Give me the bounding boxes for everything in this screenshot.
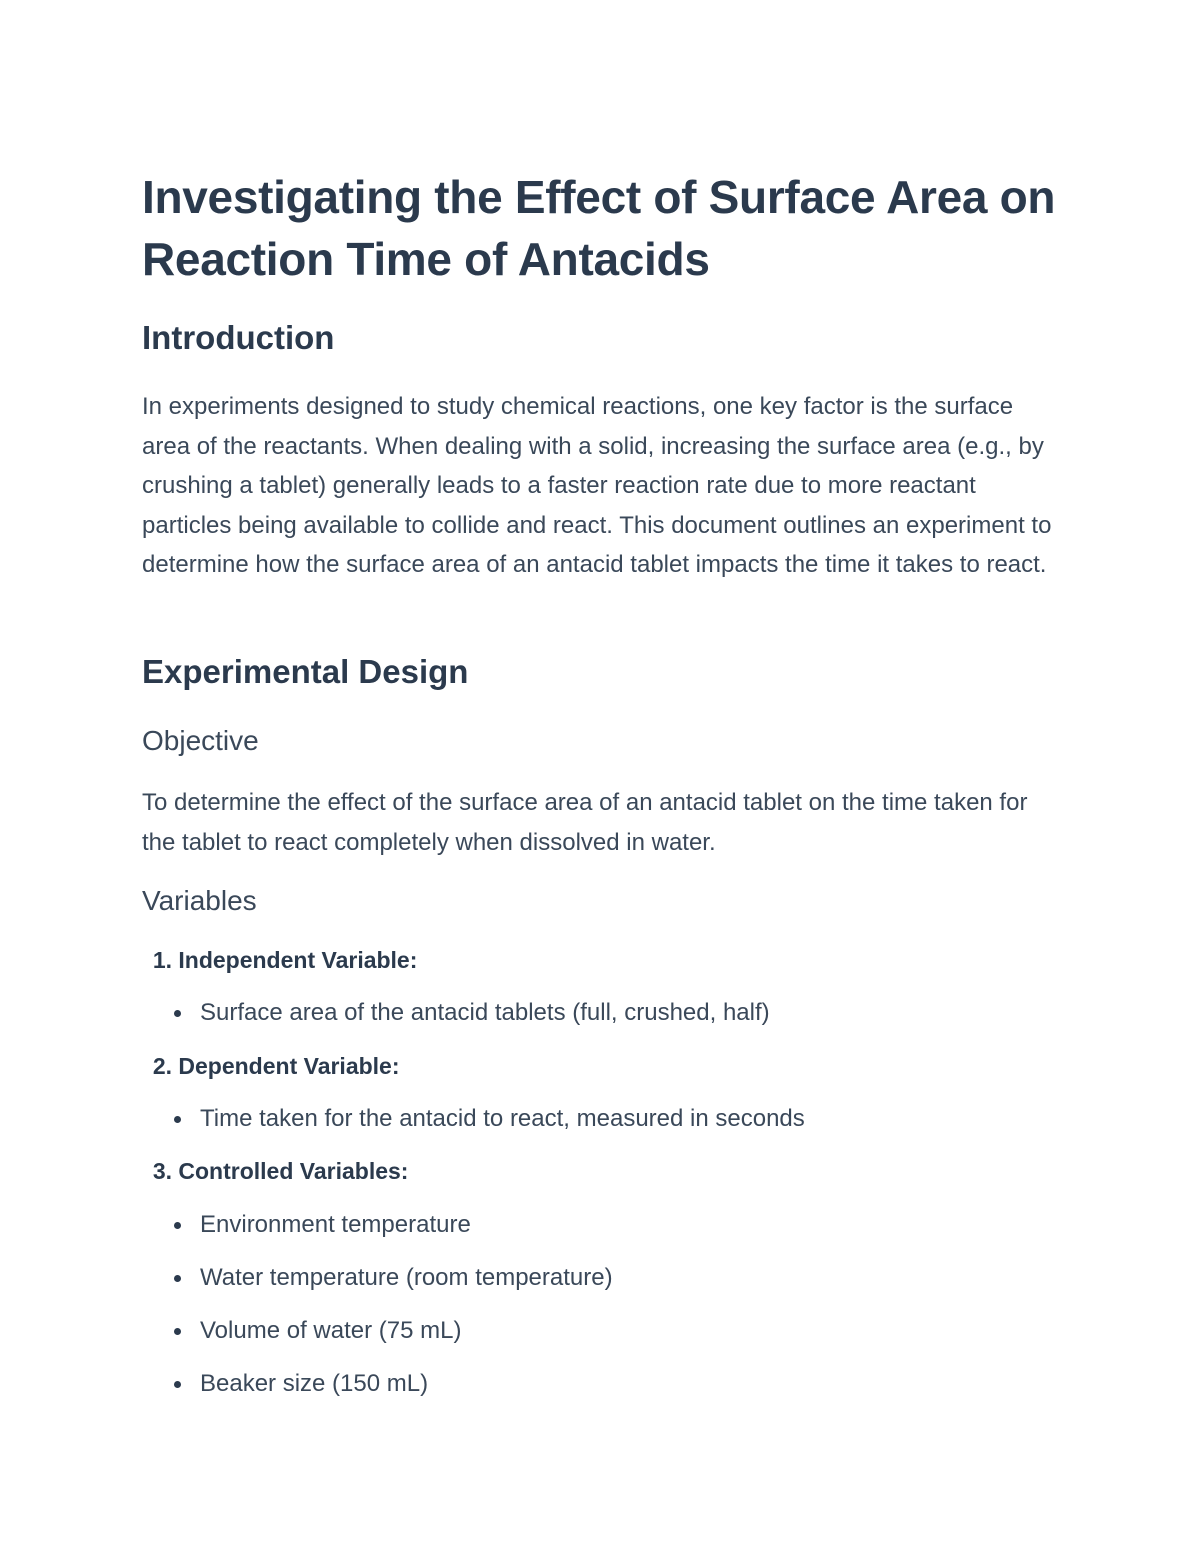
experimental-design-heading: Experimental Design xyxy=(142,653,469,690)
bullet-icon xyxy=(174,1328,181,1335)
bullet-icon xyxy=(174,1116,181,1123)
list-item-text: Water temperature (room temperature) xyxy=(200,1264,613,1291)
variable-heading xyxy=(142,1156,408,1186)
list-item-text: Beaker size (150 mL) xyxy=(200,1370,429,1397)
list-number: 1. xyxy=(152,947,172,973)
objective-paragraph: To determine the effect of the surface area of an antacid tablet on the time taken for the tablet to react completely when dissolved in water. xyxy=(142,789,1028,856)
variable-label: Dependent Variable: xyxy=(178,1053,400,1079)
bullet-icon xyxy=(174,1381,181,1388)
list-number: 2. xyxy=(152,1053,172,1079)
variable-heading xyxy=(142,1051,400,1081)
bullet-icon xyxy=(174,1222,181,1229)
variable-label: Independent Variable: xyxy=(178,947,418,973)
list-item-text: Surface area of the antacid tablets (full, crushed, half) xyxy=(200,999,770,1026)
list-item-text: Volume of water (75 mL) xyxy=(200,1317,462,1344)
introduction-paragraph: In experiments designed to study chemical reactions, one key factor is the surface area of the reactants. When dealing with a solid, increasing the surface area (e.g., by crushing a tablet) generally leads to a faster reaction rate due to more reactant particles being available to collide and react. This document outlines an experiment to determine how the surface area of an antacid tablet impacts the time it takes to react. xyxy=(142,393,1052,578)
objective-heading: Objective xyxy=(142,725,259,756)
document-title: Investigating the Effect of Surface Area on Reaction Time of Antacids xyxy=(142,171,1056,285)
list-number: 3. xyxy=(152,1158,172,1184)
list-item-text: Time taken for the antacid to react, measured in seconds xyxy=(200,1105,805,1132)
variable-heading xyxy=(142,945,417,975)
variable-label: Controlled Variables: xyxy=(178,1158,409,1184)
list-item-text: Environment temperature xyxy=(200,1211,471,1238)
bullet-icon xyxy=(174,1010,181,1017)
bullet-icon xyxy=(174,1275,181,1282)
variables-heading: Variables xyxy=(142,885,257,916)
introduction-heading: Introduction xyxy=(142,319,335,356)
